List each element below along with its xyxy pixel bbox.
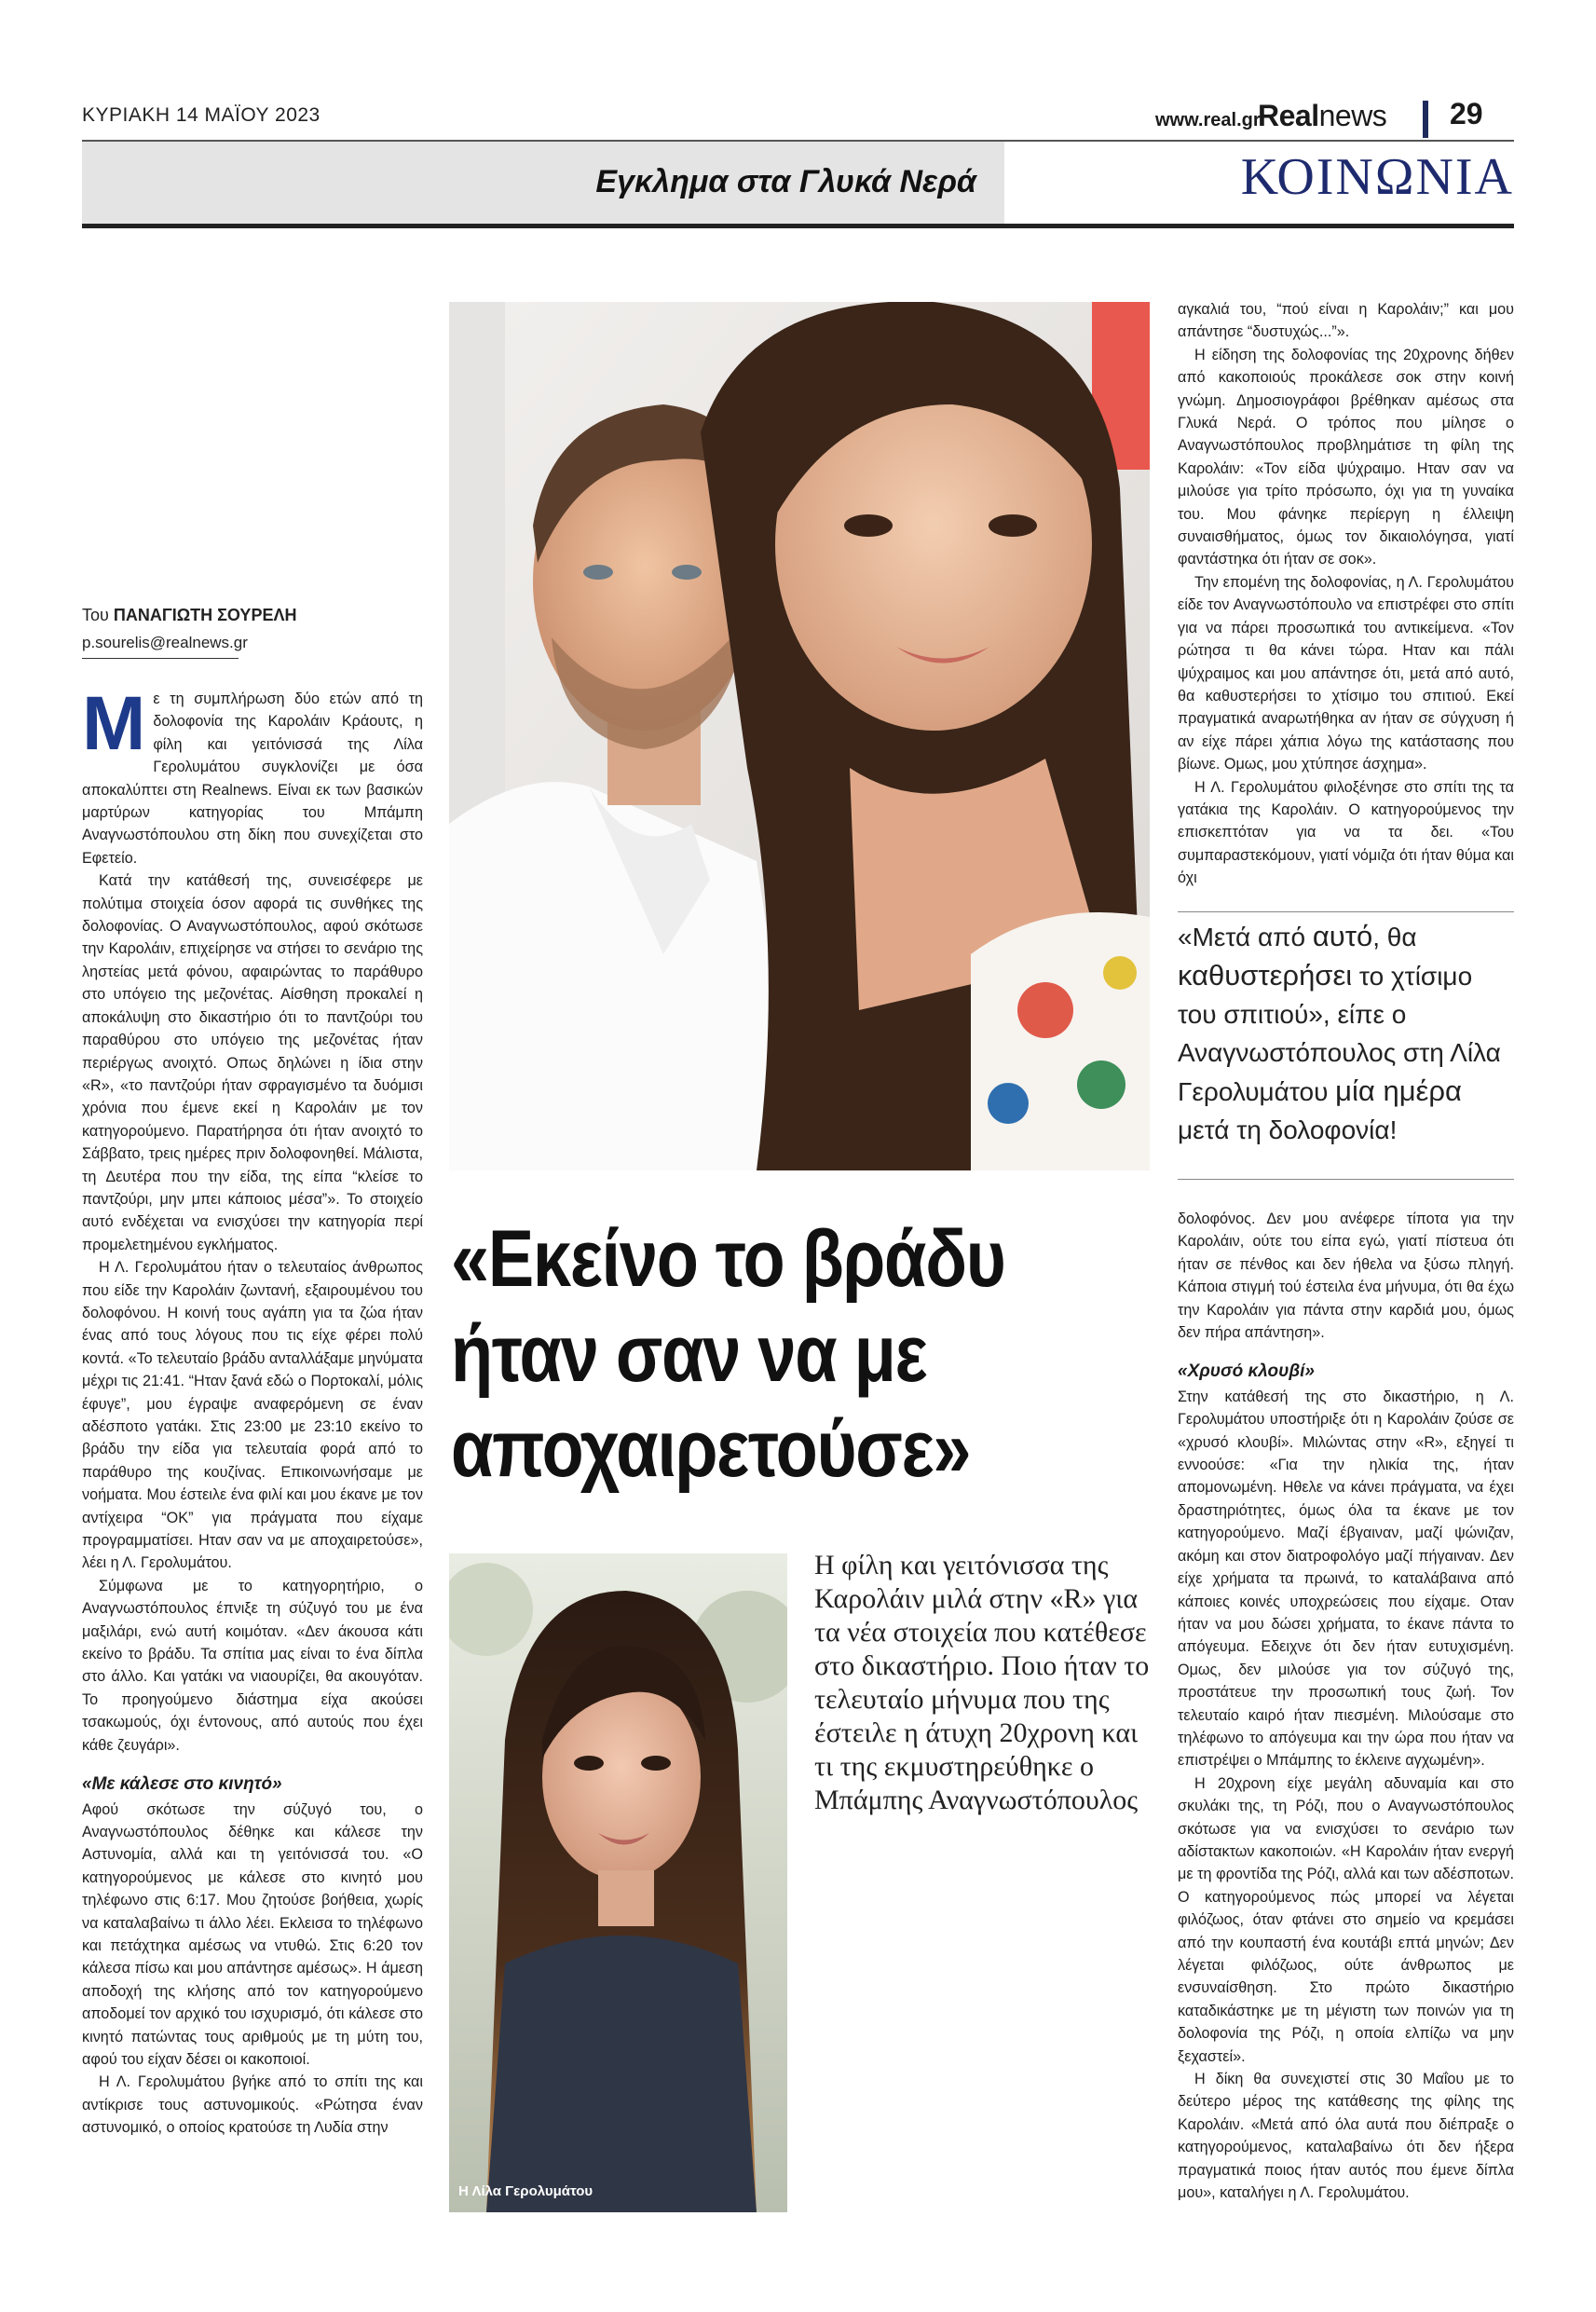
paragraph: αγκαλιά του, “πού είναι η Καρολάιν;” και μου απάντησε “δυστυχώς...”».: [1178, 301, 1514, 341]
issue-date: ΚΥΡΙΑΚΗ 14 ΜΑΪΟΥ 2023: [82, 104, 321, 126]
header-divider: [1423, 101, 1428, 138]
pullquote-emphasis: αυτό: [1312, 920, 1373, 952]
headline-line-3: αποχαιρετούσε»: [451, 1404, 971, 1494]
paragraph: Η Λ. Γερολυμάτου βγήκε από το σπίτι της και αντίκρισε τους αστυνομικούς. «Ρώτησα έναν αστυνομικό, ο οποίος κρατούσε τη Λυδία στην: [82, 2073, 423, 2137]
byline: [82, 606, 296, 625]
author-email[interactable]: p.sourelis@realnews.gr: [82, 634, 248, 651]
paragraph: Στην κατάθεσή της στο δικαστήριο, η Λ. Γερολυμάτου υποστήριξε ότι η Καρολάιν ζούσε σε «χρυσό κλουβί». Μιλώντας στην «R», εξηγεί τι εννοούσε: «Για την ηλικία της, ήταν απομονωμένη. Ηθελε να κάνει πράγματα, να έχει δραστηριότητες, όμως όλα τα έκανε με τον κατηγορούμενο. Μαζί έβγαιναν, μαζί ψώνιζαν, ακόμη και στον διατροφολόγο μαζί πήγαιναν. Δεν είχε χρήματα τα πρωινά, το καταλάβαινα από κάποιες κοινές υποχρεώσεις που είχαμε. Οταν ήταν να μου δώσει χρήματα, το έκανε πάντα το απόγευμα. Εδειχνε ότι δεν ήταν ευτυχισμένη. Ομως, δεν μιλούσε για τον σύζυγό της, προστάτευε την προσωπική τους ζωή. Τον τελευταίο καιρό ήταν πιεσμένη. Μιλούσαμε στο τηλέφωνο το απόγευμα και την ώρα που ήταν να επιστρέψει ο Μπάμπης το έκλεινε αγχωμένη».: [1178, 1388, 1514, 1770]
photo-couple: [449, 302, 1150, 1170]
pullquote-rule-top: [1178, 911, 1514, 912]
subhead: «Χρυσό κλουβί»: [1178, 1361, 1315, 1382]
brand-logo: [1258, 99, 1386, 133]
brand-news: news: [1318, 99, 1387, 132]
pullquote: [1178, 917, 1514, 1149]
section-rule: [82, 224, 1514, 228]
pullquote-text: το χτίσιμο του σπιτιού», είπε ο Αναγνωστόπουλος στη Λίλα Γερολυμάτου: [1178, 962, 1501, 1106]
dropcap: Μ: [82, 681, 146, 766]
article-column-1: [82, 681, 423, 2140]
pullquote-emphasis: καθυστερήσει: [1178, 959, 1353, 992]
paragraph: Η Λ. Γερολυμάτου φιλοξένησε στο σπίτι της τα γατάκια της Καρολάιν. Ο κατηγορούμενος την επισκεπτόταν για να τα δει. «Του συμπαραστεκόμουν, γιατί νόμιζα ότι ήταν θύμα και όχι: [1178, 778, 1514, 887]
headline-line-2: ήταν σαν να με: [451, 1309, 927, 1399]
pullquote-rule-bottom: [1178, 1179, 1514, 1180]
article-column-3-top: [1178, 298, 1514, 890]
paragraph: Αφού σκότωσε την σύζυγό του, ο Αναγνωστόπουλος δέθηκε και κάλεσε την Αστυνομία, αλλά και τη γειτόνισσά του. «Ο κατηγορούμενος με κάλεσε στο κινητό μου τηλέφωνο στις 6:17. Μου ζητούσε βοήθεια, χωρίς να καταλαβαίνω τι άλλο λέει. Εκλεισα το τηλέφωνο και πετάχτηκα αμέσως να ντυθώ. Στις 6:20 τον κάλεσα πίσω και μου απάντησε αμέσως». Η άμεση αποδοχή της κλήσης από τον κατηγορούμενο αποδομεί τον αρχικό του ισχυρισμό, ότι κάλεσε στο κινητό πατώντας τους αριθμούς με τη μύτη του, αφού του είχαν δέσει οι κακοποιοί.: [82, 1800, 423, 2068]
portrait-illustration: [449, 1553, 787, 2212]
page-number: 29: [1450, 97, 1483, 130]
pullquote-text: , θα: [1372, 923, 1417, 951]
brand-real: Real: [1258, 99, 1319, 132]
paragraph: Η είδηση της δολοφονίας της 20χρονης δήθεν από κακοποιούς προκάλεσε σοκ στην κοινή γνώμη. Δημοσιογράφοι βρέθηκαν αμέσως στα Γλυκά Νερά. Ο τρόπος που μίλησε ο Αναγνωστόπουλος προβλημάτισε τη φίλη της Καρολάιν: «Τον είδα ψύχραιμο. Ηταν σαν να μιλούσε για τρίτο πρόσωπο, όχι για τη γυναίκα του. Μου φάνηκε περίεργη η έλλειψη συναισθήματος, όμως τον δικαιολόγησα, γιατί φαντάστηκα ότι ήταν σε σοκ».: [1178, 346, 1514, 568]
byline-author: ΠΑΝΑΓΙΩΤΗ ΣΟΥΡΕΛΗ: [113, 606, 297, 624]
kicker: Εγκλημα στα Γλυκά Νερά: [595, 164, 976, 199]
site-url[interactable]: www.real.gr: [1155, 110, 1261, 130]
paragraph: δολοφόνος. Δεν μου ανέφερε τίποτα για την Καρολάιν, ούτε του είπα εγώ, γιατί πίστευα ότι ήταν σε πένθος και δεν ήθελα να ξύσω πληγή. Κάποια στιγμή τού έστειλα ένα μήνυμα, ότι θα έχω την Καρολάιν για πάντα στην καρδιά μου, όμως δεν πήρα απάντηση».: [1178, 1211, 1514, 1342]
headline: [451, 1211, 1057, 1497]
paragraph: Την επομένη της δολοφονίας, η Λ. Γερολυμάτου είδε τον Αναγνωστόπουλο να επιστρέφει στο σπίτι για να πάρει προσωπικά του αντικείμενα. «Τον ρώτησα τι θα κάνει τώρα. Ηταν και πάλι ψύχραιμος και μου απάντησε ότι, μετά από αυτό, θα καθυστερήσει το χτίσιμο του σπιτιού. Εκεί πραγματικά αναρωτήθηκα αν ήταν σε σύγχυση ή αν είχε πάρει χάπια λόγω της κατάστασης που βίωνε. Ομως, μου χτύπησε άσχημα».: [1178, 573, 1514, 773]
byline-rule: [82, 658, 239, 659]
byline-prefix: Του: [82, 606, 109, 624]
subhead: «Με κάλεσε στο κινητό»: [82, 1774, 282, 1795]
pullquote-text: μετά τη δολοφονία!: [1178, 1115, 1398, 1144]
photo-caption: Η Λίλα Γερολυμάτου: [458, 2183, 593, 2199]
paragraph: Σύμφωνα με το κατηγορητήριο, ο Αναγνωστόπουλος έπνιξε τη σύζυγό του με ένα μαξιλάρι, ενώ αυτή κοιμόταν. «Δεν άκουσα κάτι εκείνο το βράδυ. Τα σπίτια μας είναι το ένα δίπλα στο άλλο. Και γατάκι να νιαουρίζει, θα ακουγόταν. Το προηγούμενο διάστημα είχα ακούσει τσακωμούς, όχι έντονους, από αυτούς που έχει κάθε ζευγάρι».: [82, 1577, 423, 1754]
paragraph: Η 20χρονη είχε μεγάλη αδυναμία και στο σκυλάκι της, τη Ρόζι, που ο Αναγνωστόπουλος σκότωσε για να ενισχύσει το σενάριο των αδίστακτων κακοποιών. «Η Καρολάιν ήταν ενεργή με τη φροντίδα της Ρόζι, αλλά και των αδέσποτων. Ο κατηγορούμενος πώς μπορεί να λέγεται φιλόζωος, όταν φτάνει στο σημείο να κρεμάσει από την κουπαστή ένα κουτάβι επτά μηνών; Δεν λέγεται φιλόζωος, ούτε άνθρωπος με ενσυναίσθηση. Στο πρώτο δικαστήριο καταδικάστηκε με τη μέγιστη των ποινών για τη δολοφονία της Ρόζι, η οποία ελπίζω να μην ξεχαστεί».: [1178, 1774, 1514, 2065]
section-title: ΚΟΙΝΩΝΙΑ: [1240, 148, 1514, 206]
paragraph: ε τη συμπλήρωση δύο ετών από τη δολοφονία της Καρολάιν Κράουτς, η φίλη και γειτόνισσά της Λίλα Γερολυμάτου συγκλονίζει με όσα αποκαλύπτει στη Realnews. Είναι εκ των βασικών μαρτύρων κατηγορίας του Μπάμπη Αναγνωστόπουλου στη δίκη που συνεχίζεται στο Εφετείο.: [82, 691, 423, 867]
pullquote-emphasis: μία ημέρα: [1335, 1074, 1462, 1107]
paragraph: Η δίκη θα συνεχιστεί στις 30 Μαΐου με το δεύτερο μέρος της κατάθεσης της φίλης της Καρολάιν. «Μετά από όλα αυτά που διέπραξε ο κατηγορούμενος, καταλαβαίνω ότι δεν ήξερα πραγματικά ποιος ήταν αυτός που έμενε δίπλα μου», καταλήγει η Λ. Γερολυμάτου.: [1178, 2071, 1514, 2202]
paragraph: Η Λ. Γερολυμάτου ήταν ο τελευταίος άνθρωπος που είδε την Καρολάιν ζωντανή, εξαιρουμένου του δολοφόνου. Η κοινή τους αγάπη για τα ζώα ήταν ένας από τους λόγους που τις είχε φέρει πολύ κοντά. «Το τελευταίο βράδυ ανταλλάξαμε μηνύματα μέχρι τις 21:41. “Ηταν ξανά εδώ ο Πορτοκαλί, μόλις έφυγε”, μου έγραψε αναφερόμενη σε έναν αδέσποτο γατάκι. Στις 23:00 με 23:10 εκείνο το βράδυ την είδα για τελευταία φορά από το παράθυρο της κουζίνας. Επικοινωνήσαμε με νοήματα. Μου έστειλε ένα φιλί και μου έκανε με τον αντίχειρα “ΟΚ” για πράγματα που είχαμε προγραμματίσει. Ηταν σαν να με αποχαιρετούσε», λέει η Λ. Γερολυμάτου.: [82, 1259, 423, 1572]
photo-portrait: [449, 1553, 787, 2212]
pullquote-text: «Μετά από: [1178, 923, 1313, 951]
couple-photo-illustration: [449, 302, 1150, 1170]
article-deck: Η φίλη και γειτόνισσα της Καρολάιν μιλά στην «R» για τα νέα στοιχεία που κατέθεσε στο δικαστήριο. Ποιο ήταν το τελευταίο μήνυμα που της έστειλε η άτυχη 20χρονη και τι της εκμυστηρεύθηκε ο Μπάμπης Αναγνωστόπουλος: [814, 1550, 1150, 1815]
article-column-3-bottom: [1178, 1208, 1514, 2204]
headline-line-1: «Εκείνο το βράδυ: [451, 1214, 1005, 1304]
paragraph: Κατά την κατάθεσή της, συνεισέφερε με πολύτιμα στοιχεία όσον αφορά τις συνθήκες της δολοφονίας. Ο Αναγνωστόπουλος, αφού σκότωσε την Καρολάιν, επιχείρησε να στήσει το σενάριο της ληστείας μετά φόνου, αφαιρώντας το παράθυρο στο υπόγειο της μεζονέτας. Αίσθηση προκαλεί η αποκάλυψη στο δικαστήριο ότι το παντζούρι του παραθύρου στο υπόγειο της μεζονέτας ήταν περιέργως ανοιχτό. Οπως δηλώνει η ίδια στην «R», «το παντζούρι ήταν σφραγισμένο τα δυόμισι χρόνια που έμενε εκεί η Καρολάιν με τον κατηγορούμενο. Παρατήρησα ότι ήταν ανοιχτό το Σάββατο, τρεις ημέρες πριν δολοφονηθεί. Μάλιστα, τη Δευτέρα που την είδα, της είπα “κλείσε το παντζούρι, μην μπει κάποιος μέσα”». Το στοιχείο αυτό ενδέχεται να ενισχύσει την κατηγορία περί προμελετημένου εγκλήματος.: [82, 872, 423, 1253]
